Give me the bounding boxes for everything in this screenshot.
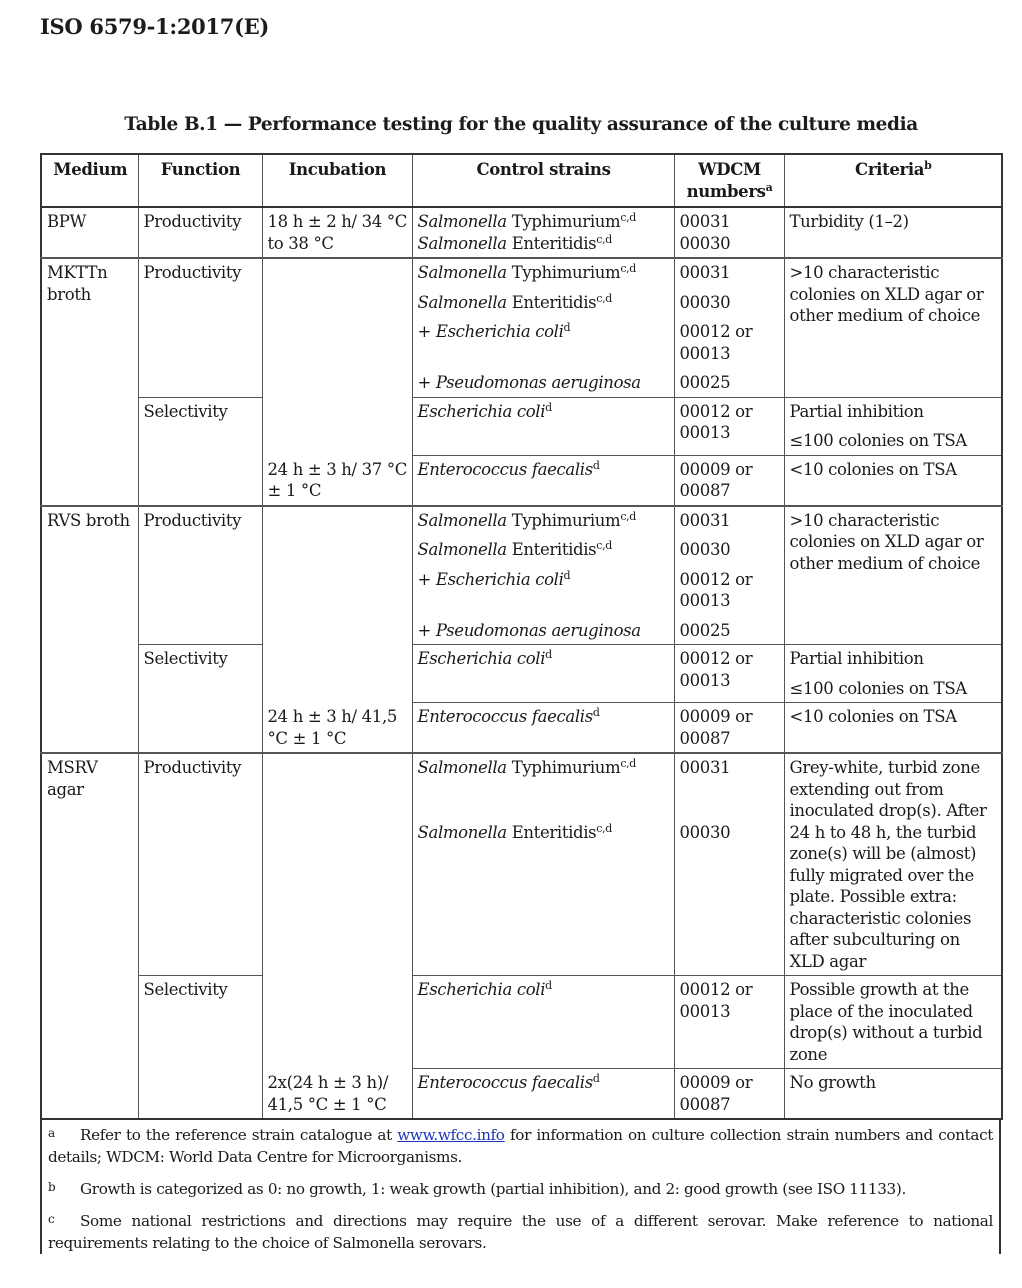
medium-group [41, 753, 1002, 1119]
footnote-ref: c,d [620, 509, 636, 523]
control-strain [418, 822, 670, 844]
control-strain [418, 620, 670, 642]
wdcm-number: 00009 or 00087 [679, 459, 753, 500]
wdcm-cell [674, 645, 784, 703]
control-strain [418, 757, 670, 822]
footnote-ref: a [765, 180, 773, 194]
strain-genus: Salmonella [417, 823, 507, 842]
strain-genus: Escherichia coli [417, 649, 546, 668]
strain-genus: Enterococcus faecalis [417, 707, 593, 726]
document-header: ISO 6579-1:2017(E) [40, 14, 270, 39]
strain-genus: Pseudomonas aeruginosa [435, 373, 641, 392]
control-strains-cell [412, 703, 674, 754]
incubation-cell: 2x(24 h ± 3 h)/ 41,5 °C ± 1 °C [262, 753, 412, 1119]
footnote-text: Some national restrictions and directions may require the use of a different serovar. Make reference to national requirements relating to the choice of Salmonella serovars. [48, 1212, 993, 1252]
wdcm-number: 00030 [679, 823, 731, 842]
table-row [41, 753, 1002, 976]
strain-genus: Salmonella [417, 233, 507, 253]
control-strain [418, 321, 670, 364]
wdcm-number: 00012 or 00013 [679, 322, 753, 363]
control-strains-cell [412, 506, 674, 645]
footnote [48, 1122, 993, 1168]
medium-group [41, 258, 1002, 506]
control-strain [418, 401, 670, 423]
medium-cell: RVS broth [41, 506, 138, 754]
control-strains-cell [412, 976, 674, 1069]
strain-serovar: Typhimurium [511, 212, 621, 231]
column-header-label: WDCM numbers [686, 160, 766, 201]
footnote-ref: d [545, 648, 552, 661]
footnote-ref: d [592, 458, 600, 472]
criteria-cell [784, 207, 1002, 258]
footnote [48, 1208, 993, 1254]
control-strains-cell [412, 753, 674, 976]
criteria-text: Partial inhibition [789, 649, 924, 668]
wdcm-number: 00031 [679, 212, 731, 231]
footnote [48, 1176, 993, 1200]
performance-testing-table [40, 153, 1003, 1120]
function-cell: Productivity [138, 506, 262, 645]
table-row [41, 506, 1002, 645]
criteria-text: Grey-white, turbid zone extending out from inoculated drop(s). After 24 h to 48 h, the turbid zone(s) will be (almost) fully migrated over the plate. Possible extra: characteristic colonies after subculturing on XLD agar [789, 758, 987, 971]
criteria-text: Partial inhibition [789, 401, 924, 421]
criteria-cell [784, 703, 1002, 754]
table-row [41, 645, 1002, 703]
footnote-ref: c,d [596, 232, 612, 246]
control-strains-cell [412, 207, 674, 258]
footnote-ref: c,d [620, 211, 636, 224]
wfcc-link[interactable]: www.wfcc.info [397, 1126, 505, 1144]
incubation-cell: 24 h ± 3 h/ 37 °C ± 1 °C [262, 258, 412, 506]
control-strain [418, 233, 670, 255]
control-strain [418, 292, 670, 314]
control-strains-cell [412, 1069, 674, 1120]
footnote-ref: d [545, 400, 552, 414]
wdcm-cell [674, 506, 784, 645]
medium-group [41, 207, 1002, 258]
control-strains-cell [412, 397, 674, 455]
criteria-cell [784, 753, 1002, 976]
wdcm-cell [674, 455, 784, 506]
table-row [41, 258, 1002, 397]
strain-serovar: Enteritidis [511, 823, 597, 842]
control-strain [418, 510, 670, 532]
wdcm-cell [674, 703, 784, 754]
control-strain [418, 211, 670, 233]
wdcm-cell [674, 753, 784, 976]
wdcm-number: 00012 or 00013 [679, 649, 753, 690]
column-header-label: Function [160, 160, 241, 179]
wdcm-cell [674, 397, 784, 455]
wdcm-cell [674, 1069, 784, 1120]
footnote-ref: c,d [620, 757, 636, 770]
strain-serovar: Typhimurium [511, 263, 621, 282]
criteria-text: >10 characteristic colonies on XLD agar or other medium of choice [789, 510, 984, 573]
footnote-ref: b [924, 159, 932, 172]
wdcm-number: 00031 [679, 758, 731, 777]
wdcm-number: 00009 or 00087 [679, 1073, 753, 1114]
control-strains-cell [412, 645, 674, 703]
column-header-criteria [784, 154, 1002, 207]
function-cell: Selectivity [138, 976, 262, 1120]
strain-genus: Salmonella [417, 212, 507, 231]
incubation-cell: 24 h ± 3 h/ 41,5 °C ± 1 °C [262, 506, 412, 754]
function-cell: Productivity [138, 258, 262, 397]
header-row [41, 154, 1002, 207]
control-strain [418, 372, 670, 394]
footnotes [40, 1120, 1001, 1254]
control-strains-cell [412, 455, 674, 506]
table-header [41, 154, 1002, 207]
wdcm-cell [674, 207, 784, 258]
footnote-ref: d [592, 706, 600, 719]
criteria-cell [784, 455, 1002, 506]
column-header-incubation [262, 154, 412, 207]
wdcm-number: 00009 or 00087 [679, 707, 753, 748]
strain-genus: Escherichia coli [435, 569, 564, 589]
control-strain [418, 262, 670, 284]
criteria-text: ≤100 colonies on TSA [789, 431, 967, 450]
control-strain [418, 459, 670, 481]
strain-genus: Salmonella [417, 758, 507, 777]
wdcm-cell [674, 258, 784, 397]
criteria-cell [784, 506, 1002, 645]
control-strain [418, 648, 670, 670]
column-header-label: Medium [53, 160, 128, 179]
criteria-text: <10 colonies on TSA [789, 707, 957, 726]
function-cell: Selectivity [138, 397, 262, 506]
wdcm-number: 00012 or 00013 [679, 569, 753, 610]
criteria-cell [784, 397, 1002, 455]
medium-group [41, 506, 1002, 754]
wdcm-number: 00031 [679, 263, 731, 282]
wdcm-cell [674, 976, 784, 1069]
control-strain [418, 1072, 670, 1094]
footnote-ref: c,d [596, 291, 612, 305]
strain-prefix: + [417, 569, 436, 589]
wdcm-number: 00025 [679, 620, 731, 640]
footnote-mark: a [48, 1126, 55, 1140]
footnote-ref: d [563, 321, 571, 334]
medium-cell: MKTTn broth [41, 258, 138, 506]
column-header-label: Control strains [476, 160, 611, 179]
strain-genus: Escherichia coli [417, 980, 546, 999]
wdcm-number: 00025 [679, 373, 731, 392]
medium-cell: BPW [41, 207, 138, 258]
function-cell: Selectivity [138, 645, 262, 754]
table-row [41, 976, 1002, 1069]
function-cell: Productivity [138, 753, 262, 976]
strain-serovar: Typhimurium [511, 510, 621, 530]
wdcm-number: 00030 [679, 292, 731, 312]
footnote-text: Refer to the reference strain catalogue at [80, 1126, 398, 1144]
criteria-cell [784, 258, 1002, 397]
criteria-cell [784, 1069, 1002, 1120]
criteria-text: Turbidity (1–2) [789, 212, 909, 231]
footnote-mark: b [48, 1180, 56, 1194]
table-row [41, 207, 1002, 258]
footnote-ref: d [592, 1072, 600, 1085]
function-cell: Productivity [138, 207, 262, 258]
strain-prefix: + [417, 373, 436, 392]
strain-prefix: + [417, 322, 436, 341]
column-header-label: Criteria [855, 160, 925, 179]
column-header-function [138, 154, 262, 207]
medium-cell: MSRV agar [41, 753, 138, 1119]
criteria-text: No growth [789, 1073, 876, 1092]
footnote-ref: c,d [596, 822, 612, 835]
column-header-wdcm-numbers [674, 154, 784, 207]
strain-genus: Salmonella [417, 292, 507, 312]
criteria-text: Possible growth at the place of the inoculated drop(s) without a turbid zone [789, 980, 983, 1064]
control-strain [418, 569, 670, 612]
footnote-ref: c,d [620, 262, 636, 275]
footnote-ref: d [545, 979, 552, 992]
control-strains-cell [412, 258, 674, 397]
wdcm-number: 00030 [679, 540, 731, 559]
wdcm-number: 00012 or 00013 [679, 401, 753, 442]
footnote-ref: d [563, 568, 571, 582]
strain-genus: Salmonella [417, 510, 507, 530]
control-strain [418, 706, 670, 728]
criteria-cell [784, 976, 1002, 1069]
strain-serovar: Enteritidis [511, 540, 597, 559]
column-header-control-strains [412, 154, 674, 207]
footnote-text: Growth is categorized as 0: no growth, 1: weak growth (partial inhibition), and 2: good growth (see ISO 11133). [80, 1180, 906, 1198]
strain-genus: Salmonella [417, 540, 507, 559]
strain-genus: Salmonella [417, 263, 507, 282]
strain-serovar: Enteritidis [511, 292, 597, 312]
footnote-ref: c,d [596, 539, 612, 552]
criteria-text: <10 colonies on TSA [789, 459, 957, 479]
control-strain [418, 979, 670, 1001]
footnote-mark: c [48, 1212, 55, 1226]
incubation-cell: 18 h ± 2 h/ 34 °C to 38 °C [262, 207, 412, 258]
footnote-text-continued: for information on culture collection strain numbers and contact details; WDCM: World Data Centre for Microorganisms. [48, 1126, 993, 1166]
table-row [41, 397, 1002, 455]
strain-genus: Pseudomonas aeruginosa [435, 620, 641, 640]
strain-prefix: + [417, 620, 436, 640]
strain-genus: Escherichia coli [435, 322, 564, 341]
strain-serovar: Enteritidis [511, 233, 597, 253]
criteria-cell [784, 645, 1002, 703]
wdcm-number: 00012 or 00013 [679, 980, 753, 1021]
control-strain [418, 539, 670, 561]
column-header-label: Incubation [288, 160, 387, 179]
criteria-text: >10 characteristic colonies on XLD agar or other medium of choice [789, 263, 984, 325]
criteria-text: ≤100 colonies on TSA [789, 678, 967, 698]
wdcm-number: 00030 [679, 233, 731, 253]
column-header-medium [41, 154, 138, 207]
table-title: Table B.1 — Performance testing for the quality assurance of the culture media [124, 114, 918, 135]
wdcm-number: 00031 [679, 510, 731, 530]
strain-genus: Enterococcus faecalis [417, 459, 593, 479]
strain-serovar: Typhimurium [511, 758, 621, 777]
strain-genus: Enterococcus faecalis [417, 1073, 593, 1092]
strain-genus: Escherichia coli [417, 401, 546, 421]
